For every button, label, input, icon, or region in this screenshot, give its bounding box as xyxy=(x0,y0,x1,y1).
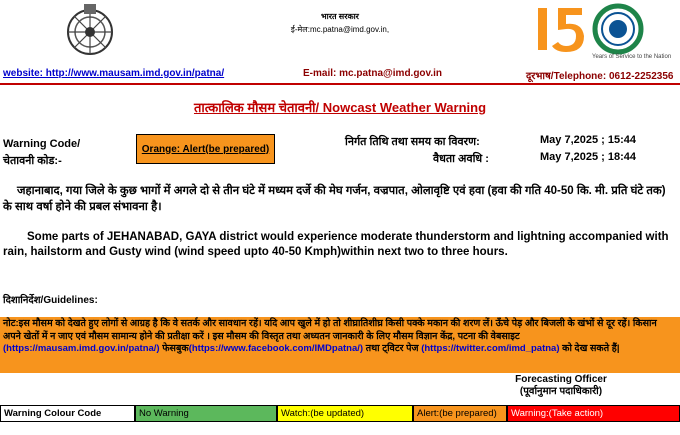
page-title: तात्कालिक मौसम चेतावनी/ Nowcast Weather Warning xyxy=(193,100,487,115)
warning-code-label-en: Warning Code/ xyxy=(3,138,81,150)
guidelines-label: दिशानिर्देश/Guidelines: xyxy=(3,295,98,306)
facebook-link[interactable]: (https://www.facebook.com/IMDpatna/) xyxy=(188,343,364,354)
header-email: ई-मेल:mc.patna@imd.gov.in, xyxy=(290,25,390,34)
note-text-3: तथा ट्विटर पेज xyxy=(363,343,422,354)
warning-code-badge xyxy=(136,134,275,164)
issue-time-label: निर्गत तिथि तथा समय का विवरण: xyxy=(345,136,480,148)
issue-time-value: May 7,2025 ; 15:44 xyxy=(540,134,637,146)
gov-name: भारत सरकार xyxy=(321,12,359,21)
note-text-1: नोट:इस मौसम को देखते हुए लोगों से आग्रह है कि वे सतर्क और सावधान रहें। यदि आप खुले में हो तो शीघ्रातिशीघ्र किसी पक्के मकान की शरण लें। ऊँचे पेड़ और बिजली के खंभों से दूर रहें। किसान अपने खेतों में न जाए एवं मौसम सामान्य होने की प्रतीक्षा करें । इस मौसम की विस्तृत तथा अध्यतन जानकारी के लिए मौसम विज्ञान केंद्र, पटना की वेबसाइट xyxy=(3,318,657,342)
guidelines-note xyxy=(3,318,675,356)
header-divider xyxy=(0,83,680,85)
warning-code-label-hi: चेतावनी कोड:- xyxy=(3,155,62,167)
validity-value: May 7,2025 ; 18:44 xyxy=(540,151,637,163)
officer-title-hi: (पूर्वानुमान पदाधिकारी) xyxy=(519,386,603,397)
note-text-4: को देख सकते हैं| xyxy=(559,343,620,354)
email-contact[interactable]: E-mail: mc.patna@imd.gov.in xyxy=(303,68,443,79)
legend-label: Warning Colour Code xyxy=(0,405,135,422)
legend-watch: Watch:(be updated) xyxy=(277,405,413,422)
warning-message-hindi: जहानाबाद, गया जिले के कुछ भागों में अगले दो से तीन घंटे में मध्यम दर्जे की मेघ गर्जन, वज्रपात, ओलावृष्टि एवं हवा (हवा की गति 40-50 कि. मी. प्रति घंटे तक) के साथ वर्षा होने की प्रबल संभावना है। xyxy=(3,185,666,213)
officer-title-en: Forecasting Officer xyxy=(515,374,607,385)
legend-warning: Warning:(Take action) xyxy=(507,405,680,422)
legend-alert: Alert:(be prepared) xyxy=(413,405,507,422)
imd-150-years-logo xyxy=(530,2,672,64)
website-link[interactable]: website: http://www.mausam.imd.gov.in/patna/ xyxy=(3,68,225,79)
header-center xyxy=(240,10,440,36)
note-text-2: फेसबुक xyxy=(159,343,189,354)
warning-colour-legend xyxy=(0,405,680,422)
logo-tagline: Years of Service to the Nation xyxy=(592,54,672,60)
twitter-link[interactable]: (https://twitter.com/imd_patna) xyxy=(421,343,560,354)
warning-code-value: Orange: Alert(be prepared) xyxy=(141,143,270,155)
legend-no-warning: No Warning xyxy=(135,405,277,422)
warning-code-label xyxy=(3,136,80,170)
imd-emblem-logo xyxy=(62,2,118,58)
validity-label: वैधता अवधि : xyxy=(433,153,489,165)
forecasting-officer xyxy=(497,374,625,398)
telephone-contact: दूरभाष/Telephone: 0612-2252356 xyxy=(526,71,674,82)
website-note-link[interactable]: (https://mausam.imd.gov.in/patna/) xyxy=(3,343,160,354)
warning-message-english: Some parts of JEHANABAD, GAYA district would experience moderate thunderstorm and lightning accompanied with rain, hailstorm and Gusty wind (wind speed upto 40-50 Kmph)within next two to three hours. xyxy=(3,231,669,258)
